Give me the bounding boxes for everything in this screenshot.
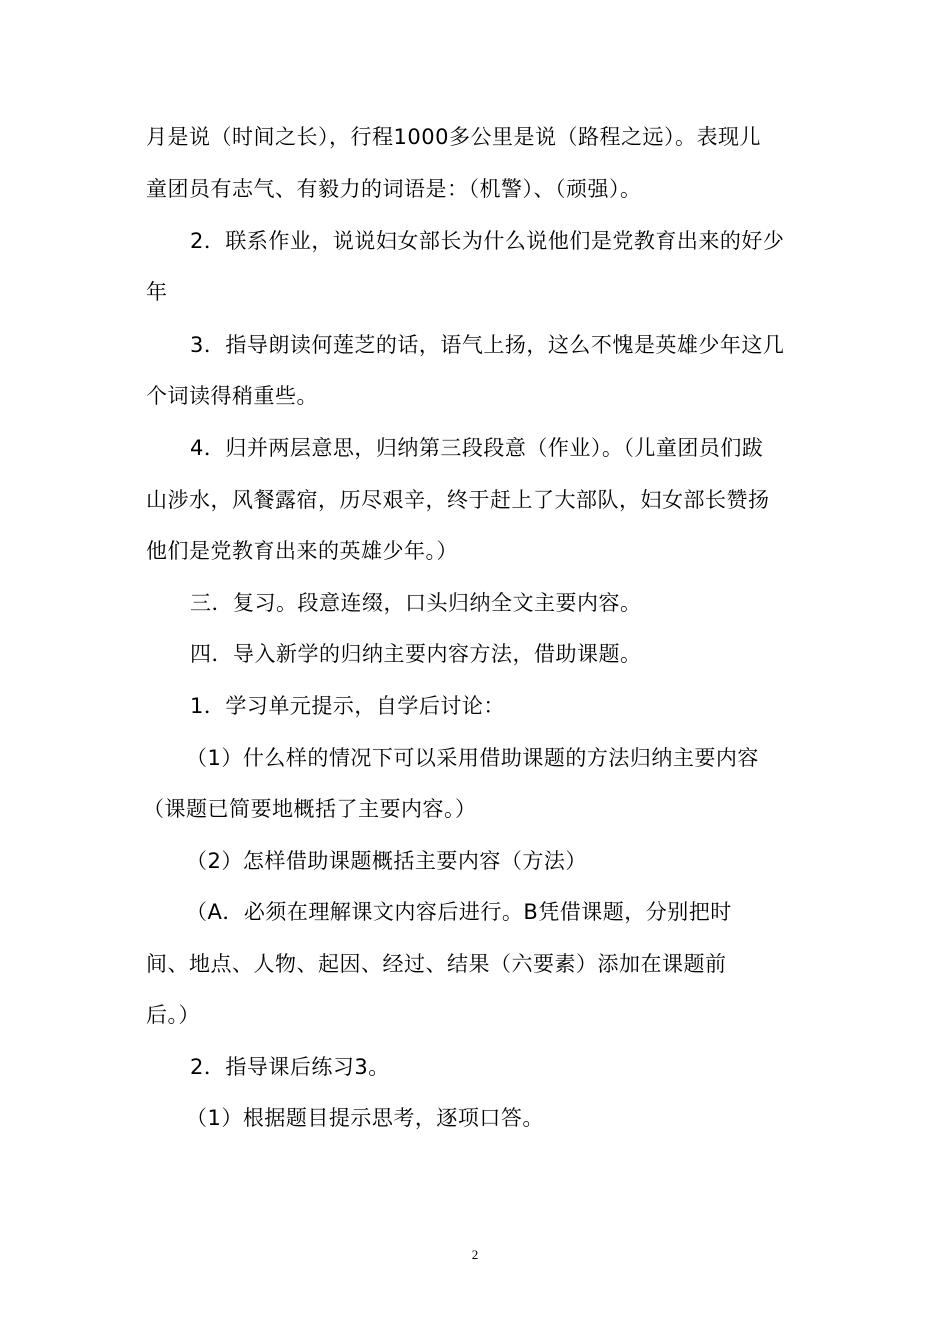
text-line: 童团员有志气、有毅力的词语是：（机警）、（顽强）。 <box>146 177 642 201</box>
text-line: 4．归并两层意思，归纳第三段段意（作业）。（儿童团员们跋 <box>190 436 764 460</box>
text-line: （1）什么样的情况下可以采用借助课题的方法归纳主要内容 <box>186 746 759 770</box>
text-line: 1．学习单元提示，自学后讨论： <box>190 694 505 718</box>
text-line: 间、地点、人物、起因、经过、结果（六要素）添加在课题前 <box>146 952 727 976</box>
text-line: 四．导入新学的归纳主要内容方法，借助课题。 <box>190 642 642 666</box>
page-number: 2 <box>471 1247 479 1262</box>
text-line: 2．指导课后练习3。 <box>190 1055 390 1079</box>
text-line: 年 <box>146 280 168 304</box>
text-line: 后。） <box>146 1003 200 1027</box>
text-line: 个词读得稍重些。 <box>146 384 318 408</box>
text-line: （1）根据题目提示思考，逐项口答。 <box>186 1106 544 1130</box>
text-line: 山涉水，风餐露宿，历尽艰辛，终于赶上了大部队，妇女部长赞扬 <box>146 488 770 512</box>
text-line: （2）怎样借助课题概括主要内容（方法） <box>186 849 587 873</box>
text-line: （课题已简要地概括了主要内容。） <box>143 797 477 821</box>
text-line: 2．联系作业，说说妇女部长为什么说他们是党教育出来的好少 <box>190 229 785 253</box>
text-line: 他们是党教育出来的英雄少年。） <box>146 539 458 563</box>
text-line: 三．复习。段意连缀，口头归纳全文主要内容。 <box>190 591 642 615</box>
text-line: 3．指导朗读何莲芝的话，语气上扬，这么不愧是英雄少年这几 <box>190 333 785 357</box>
text-line: 月是说（时间之长），行程1000多公里是说（路程之远）。表现儿 <box>146 125 761 149</box>
text-line: （A．必须在理解课文内容后进行。B凭借课题，分别把时 <box>186 900 732 924</box>
